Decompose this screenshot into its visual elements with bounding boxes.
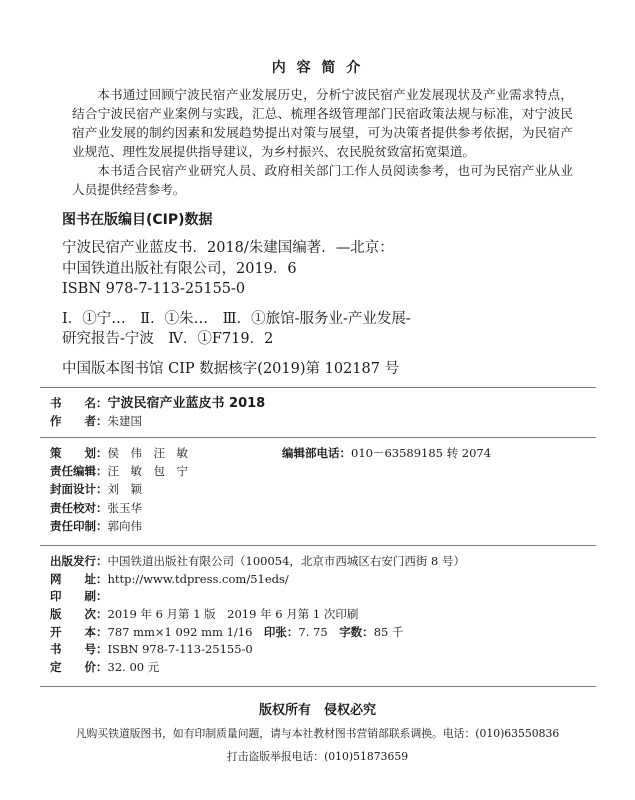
isbn-value: ISBN 978-7-113-25155-0 (107, 642, 253, 657)
editorial-phone (282, 444, 491, 462)
author-value: 朱建国 (107, 414, 142, 428)
edition-row (50, 606, 465, 624)
intro-line: 本书适合民宿产业研究人员、政府相关部门工作人员阅读参考，也可为民宿产业从业 (97, 163, 573, 178)
cip-line: Ⅰ．①宁… Ⅱ．①朱… Ⅲ．①旅馆-服务业-产业发展- (62, 310, 411, 327)
planner-label: 策 划： (50, 445, 108, 460)
copyright-notice: 版权所有 侵权必究 (258, 703, 376, 718)
isbn-label: 书 号： (50, 642, 108, 657)
website-label: 网 址： (50, 571, 108, 586)
book-info (50, 394, 265, 431)
author-row (50, 412, 265, 431)
editorial-phone-value: 010－63589185 转 2074 (351, 445, 492, 460)
words-value: 85 千 (373, 624, 404, 639)
print-supervisor-value: 郭向伟 (107, 518, 142, 533)
proofreader-value: 张玉华 (107, 500, 142, 515)
intro-line: 人员提供经营参考。 (72, 182, 186, 197)
publisher-label: 出版发行： (50, 554, 108, 568)
book-title-value: 宁波民宿产业蓝皮书 2018 (107, 395, 266, 411)
planner-row (50, 444, 492, 462)
cip-subject-group (62, 309, 411, 350)
intro-paragraph (72, 85, 573, 161)
format-label: 开 本： (50, 624, 108, 639)
cip-line: 宁波民宿产业蓝皮书．2018/朱建国编著．—北京： (62, 240, 394, 256)
section-divider (40, 387, 596, 388)
section-divider (40, 437, 596, 438)
intro-line: 宿产业发展的制约因素和发展趋势提出对策与展望，可为决策者提供参考依据，为民宿产 (72, 125, 573, 140)
price-value: 32. 00 元 (107, 660, 160, 675)
book-title-row (50, 394, 265, 413)
editorial-phone-label: 编辑部电话： (282, 445, 351, 460)
sheets-value: 7. 75 (298, 624, 328, 639)
edition-value: 2019 年 6 月第 1 版 2019 年 6 月第 1 次印刷 (107, 607, 359, 622)
cip-line: ISBN 978-7-113-25155-0 (62, 281, 246, 297)
intro-title: 内 容 简 介 (271, 60, 364, 76)
sheets-label: 印张： (263, 624, 299, 639)
cip-line: 研究报告-宁波 Ⅳ．①F719．2 (62, 331, 274, 347)
edition-label: 版 次： (50, 607, 108, 622)
intro-line: 本书通过回顾宁波民宿产业发展历史，分析宁波民宿产业发展现状及产业需求特点， (97, 87, 573, 102)
section-divider (40, 545, 596, 546)
printer-label: 印 刷： (50, 589, 108, 604)
website-value: http://www.tdpress.com/51eds/ (107, 571, 289, 586)
cip-line: 中国铁道出版社有限公司，2019．6 (62, 260, 297, 277)
proofreader-row (50, 499, 188, 517)
editor-value: 汪 敏 包 宁 (107, 464, 188, 479)
isbn-row (50, 641, 465, 659)
cover-design-value: 刘 颖 (107, 482, 142, 497)
editor-label: 责任编辑： (50, 464, 108, 479)
website-row (50, 571, 465, 589)
intro-body (72, 85, 573, 199)
cip-bibliographic-group (62, 238, 411, 300)
cip-line: 中国版本图书馆 CIP 数据核字(2019)第 102187 号 (62, 360, 400, 377)
printer-row (50, 588, 465, 606)
print-supervisor-row (50, 517, 188, 535)
intro-line: 结合宁波民宿产业案例与实践，汇总、梳理各级管理部门民宿政策法规与标准，对宁波民 (72, 106, 573, 121)
planner-value: 侯 伟 汪 敏 (107, 445, 188, 460)
cip-record-number-group (62, 359, 411, 380)
intro-line: 业规范、理性发展提供指导建议，为乡村振兴、农民脱贫致富拓宽渠道。 (72, 144, 475, 159)
quality-exchange-notice: 凡购买铁道版图书，如有印制质量问题，请与本社教材图书营销部联系调换。电话：(010)63550836 (75, 727, 560, 740)
publisher-value: 中国铁道出版社有限公司（100054，北京市西城区右安门西街 8 号） (107, 554, 466, 568)
author-label: 作 者： (50, 414, 108, 428)
cover-design-row (50, 480, 188, 498)
cip-record (62, 238, 411, 379)
cip-heading: 图书在版编目(CIP)数据 (62, 212, 213, 228)
words-label: 字数： (339, 624, 374, 639)
publication-info (50, 553, 465, 677)
format-row (50, 624, 465, 642)
staff-info (50, 444, 492, 535)
anti-piracy-hotline: 打击盗版举报电话：(010)51873659 (226, 750, 409, 763)
format-value: 787 mm×1 092 mm 1/16 (107, 624, 253, 639)
price-label: 定 价： (50, 660, 108, 675)
proofreader-label: 责任校对： (50, 500, 108, 515)
publisher-row (50, 553, 465, 571)
price-row (50, 659, 465, 677)
book-title-label: 书 名： (50, 395, 108, 410)
editor-row (50, 462, 188, 480)
intro-paragraph (72, 161, 573, 199)
print-supervisor-label: 责任印制： (50, 518, 108, 533)
section-divider (40, 686, 596, 687)
cover-design-label: 封面设计： (50, 482, 108, 497)
